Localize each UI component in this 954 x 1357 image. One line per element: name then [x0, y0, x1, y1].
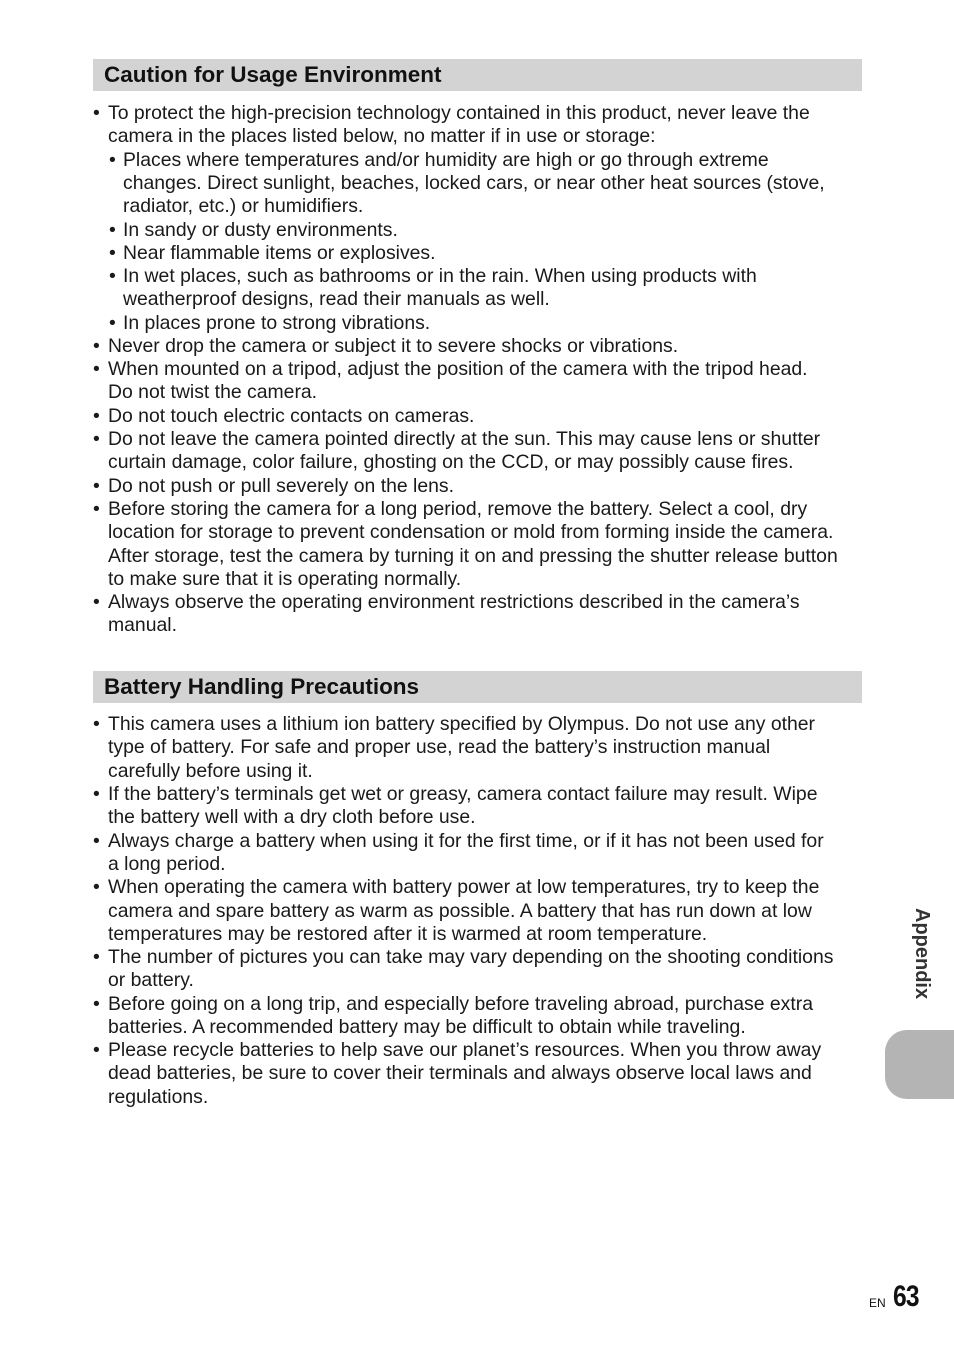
body-line: regulations.: [108, 1086, 209, 1108]
page-number: 63: [893, 1280, 919, 1313]
sub-bullet-marker: •: [109, 312, 116, 334]
sub-bullet-marker: •: [109, 219, 116, 241]
sub-bullet-marker: •: [109, 149, 116, 171]
bullet-marker: •: [93, 946, 100, 968]
bullet-marker: •: [93, 993, 100, 1015]
body-line: camera and spare battery as warm as possible. A battery that has run down at low: [108, 900, 812, 922]
body-line: Places where temperatures and/or humidity are high or go through extreme: [123, 149, 769, 171]
bullet-marker: •: [93, 102, 100, 124]
body-line: carefully before using it.: [108, 760, 313, 782]
body-line: curtain damage, color failure, ghosting on the CCD, or may possibly cause fires.: [108, 451, 794, 473]
body-line: In sandy or dusty environments.: [123, 219, 398, 241]
sub-bullet-marker: •: [109, 242, 116, 264]
body-line: In wet places, such as bathrooms or in the rain. When using products with: [123, 265, 757, 287]
section-header-battery-handling: Battery Handling Precautions: [93, 671, 862, 703]
body-line: temperatures may be restored after it is warmed at room temperature.: [108, 923, 708, 945]
side-tab-appendix[interactable]: [885, 1030, 954, 1099]
body-line: If the battery’s terminals get wet or greasy, camera contact failure may result. Wipe: [108, 783, 818, 805]
bullet-marker: •: [93, 713, 100, 735]
body-line: Before storing the camera for a long period, remove the battery. Select a cool, dry: [108, 498, 808, 520]
body-line: radiator, etc.) or humidifiers.: [123, 195, 364, 217]
bullet-marker: •: [93, 405, 100, 427]
bullet-marker: •: [93, 335, 100, 357]
body-line: batteries. A recommended battery may be difficult to obtain while traveling.: [108, 1016, 746, 1038]
bullet-marker: •: [93, 591, 100, 613]
body-line: Do not touch electric contacts on cameras.: [108, 405, 475, 427]
side-tab-label-appendix: Appendix: [911, 908, 933, 1000]
body-line: location for storage to prevent condensation or mold from forming inside the camera.: [108, 521, 834, 543]
bullet-marker: •: [93, 783, 100, 805]
page-language-code: EN: [869, 1296, 886, 1310]
body-line: the battery well with a dry cloth before use.: [108, 806, 476, 828]
body-line: camera in the places listed below, no matter if in use or storage:: [108, 125, 656, 147]
body-line: Do not push or pull severely on the lens.: [108, 475, 455, 497]
body-line: to make sure that it is operating normally.: [108, 568, 462, 590]
body-line: After storage, test the camera by turning it on and pressing the shutter release button: [108, 545, 838, 567]
body-line: When mounted on a tripod, adjust the position of the camera with the tripod head.: [108, 358, 808, 380]
bullet-marker: •: [93, 830, 100, 852]
bullet-marker: •: [93, 475, 100, 497]
body-line: This camera uses a lithium ion battery specified by Olympus. Do not use any other: [108, 713, 816, 735]
body-line: changes. Direct sunlight, beaches, locked cars, or near other heat sources (stove,: [123, 172, 825, 194]
bullet-marker: •: [93, 358, 100, 380]
body-line: Do not leave the camera pointed directly at the sun. This may cause lens or shutter: [108, 428, 821, 450]
body-line: Always charge a battery when using it for the first time, or if it has not been used for: [108, 830, 824, 852]
body-line: a long period.: [108, 853, 226, 875]
body-line: type of battery. For safe and proper use, read the battery’s instruction manual: [108, 736, 771, 758]
body-line: In places prone to strong vibrations.: [123, 312, 431, 334]
body-line: or battery.: [108, 969, 194, 991]
body-line: The number of pictures you can take may vary depending on the shooting conditions: [108, 946, 834, 968]
body-line: dead batteries, be sure to cover their terminals and always observe local laws and: [108, 1062, 812, 1084]
body-line: Do not twist the camera.: [108, 381, 318, 403]
body-line: Never drop the camera or subject it to severe shocks or vibrations.: [108, 335, 679, 357]
body-line: When operating the camera with battery power at low temperatures, try to keep the: [108, 876, 820, 898]
bullet-marker: •: [93, 498, 100, 520]
body-line: To protect the high-precision technology contained in this product, never leave the: [108, 102, 810, 124]
bullet-marker: •: [93, 876, 100, 898]
section-header-usage-environment: Caution for Usage Environment: [93, 59, 862, 91]
bullet-marker: •: [93, 1039, 100, 1061]
body-line: Please recycle batteries to help save our planet’s resources. When you throw away: [108, 1039, 822, 1061]
sub-bullet-marker: •: [109, 265, 116, 287]
body-line: weatherproof designs, read their manuals as well.: [123, 288, 550, 310]
body-line: Near flammable items or explosives.: [123, 242, 436, 264]
bullet-marker: •: [93, 428, 100, 450]
body-line: Before going on a long trip, and especially before traveling abroad, purchase extra: [108, 993, 813, 1015]
body-line: Always observe the operating environment restrictions described in the camera’s: [108, 591, 800, 613]
body-line: manual.: [108, 614, 177, 636]
